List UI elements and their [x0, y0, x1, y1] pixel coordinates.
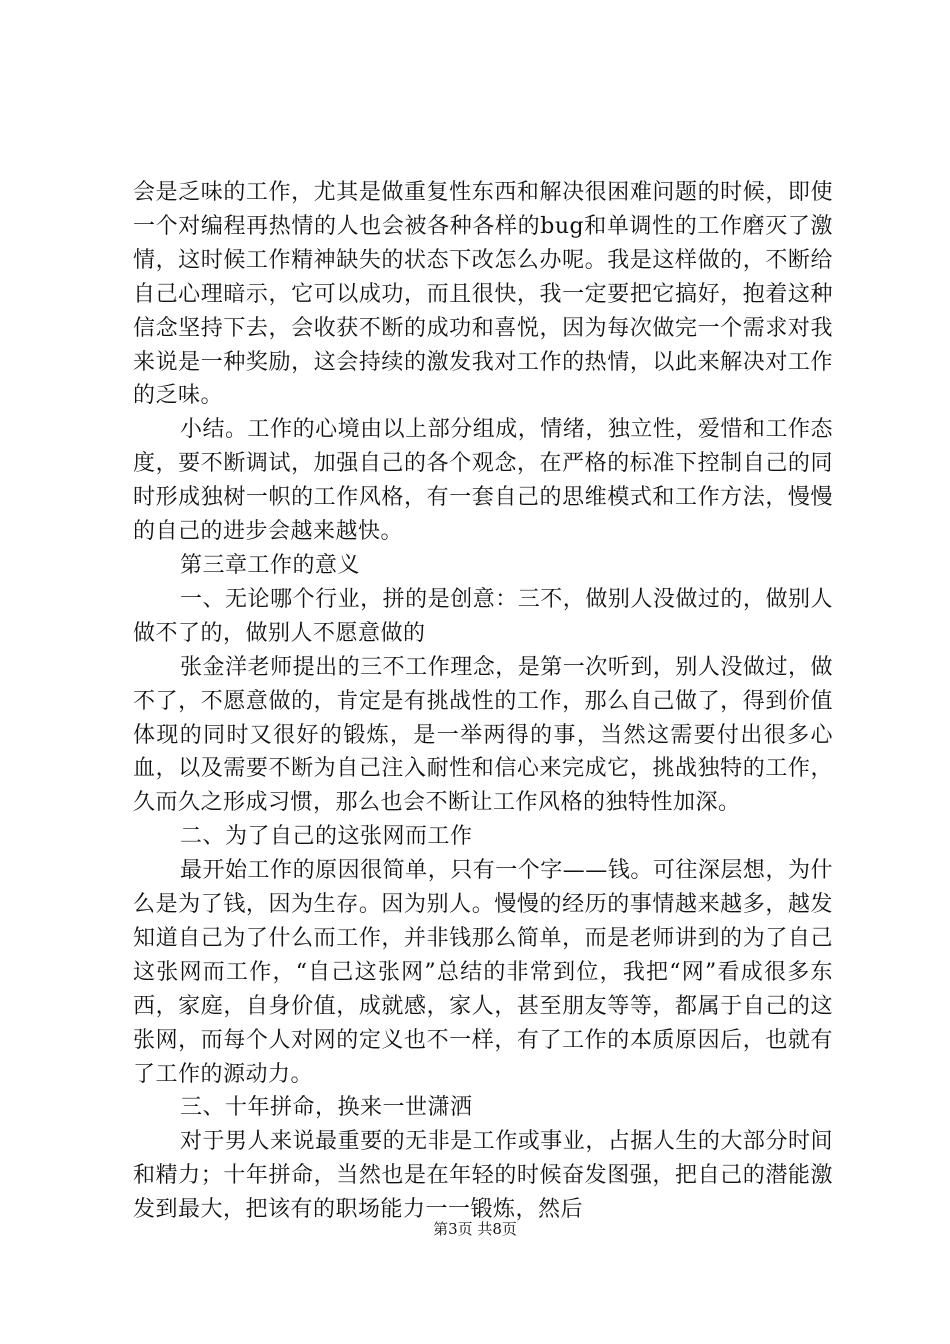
section-heading-2: 二、为了自己的这张网而工作 [180, 824, 473, 850]
paragraph-section-1: 张金洋老师提出的三不工作理念，是第一次听到，别人没做过，做不了，不愿意做的，肯定是有挑战性的工作，那么自己做了，得到价值体现的同时又很好的锻炼，是一举两得的事，当然这需要付出很多心血，以及需要不断为自己注入耐性和信心来完成它，挑战独特的工作，久而久之形成习惯，那么也会不断让工作风格的独特性加深。 [133, 654, 833, 816]
page-footer [0, 1218, 950, 1239]
paragraph-section-2: 最开始工作的原因很简单，只有一个字——钱。可往深层想，为什么是为了钱，因为生存。因为别人。慢慢的经历的事情越来越多，越发知道自己为了什么而工作，并非钱那么简单，而是老师讲到的为了自己这张网而工作，“自己这张网”总结的非常到位，我把“网”看成很多东西，家庭，自身价值，成就感，家人，甚至朋友等等，都属于自己的这张网，而每个人对网的定义也不一样，有了工作的本质原因后，也就有了工作的源动力。 [133, 858, 833, 1087]
section-heading-1: 一、无论哪个行业，拼的是创意：三不，做别人没做过的，做别人做不了的，做别人不愿意做的 [133, 586, 833, 646]
paragraph-continuation: 会是乏味的工作，尤其是做重复性东西和解决很困难问题的时候，即使一个对编程再热情的人也会被各种各样的bug和单调性的工作磨灭了激情，这时候工作精神缺失的状态下改怎么办呢。我是这样做的，不断给自己心理暗示，它可以成功，而且很快，我一定要把它搞好，抱着这种信念坚持下去，会收获不断的成功和喜悦，因为每次做完一个需求对我来说是一种奖励，这会持续的激发我对工作的热情，以此来解决对工作的乏味。 [133, 180, 833, 409]
chapter-heading: 第三章工作的意义 [180, 552, 361, 578]
paragraph-summary: 小结。工作的心境由以上部分组成，情绪，独立性，爱惜和工作态度，要不断调试，加强自己的各个观念，在严格的标准下控制自己的同时形成独树一帜的工作风格，有一套自己的思维模式和工作方法，慢慢的自己的进步会越来越快。 [133, 417, 833, 545]
page-number: 第3页 共8页 [433, 1220, 517, 1238]
section-heading-3: 三、十年拼命，换来一世潇洒 [180, 1095, 473, 1121]
document-body [133, 176, 833, 1227]
paragraph-section-3: 对于男人来说最重要的无非是工作或事业，占据人生的大部分时间和精力；十年拼命，当然也是在年轻的时候奋发图强，把自己的潜能激发到最大，把该有的职场能力一一锻炼，然后 [133, 1129, 833, 1223]
